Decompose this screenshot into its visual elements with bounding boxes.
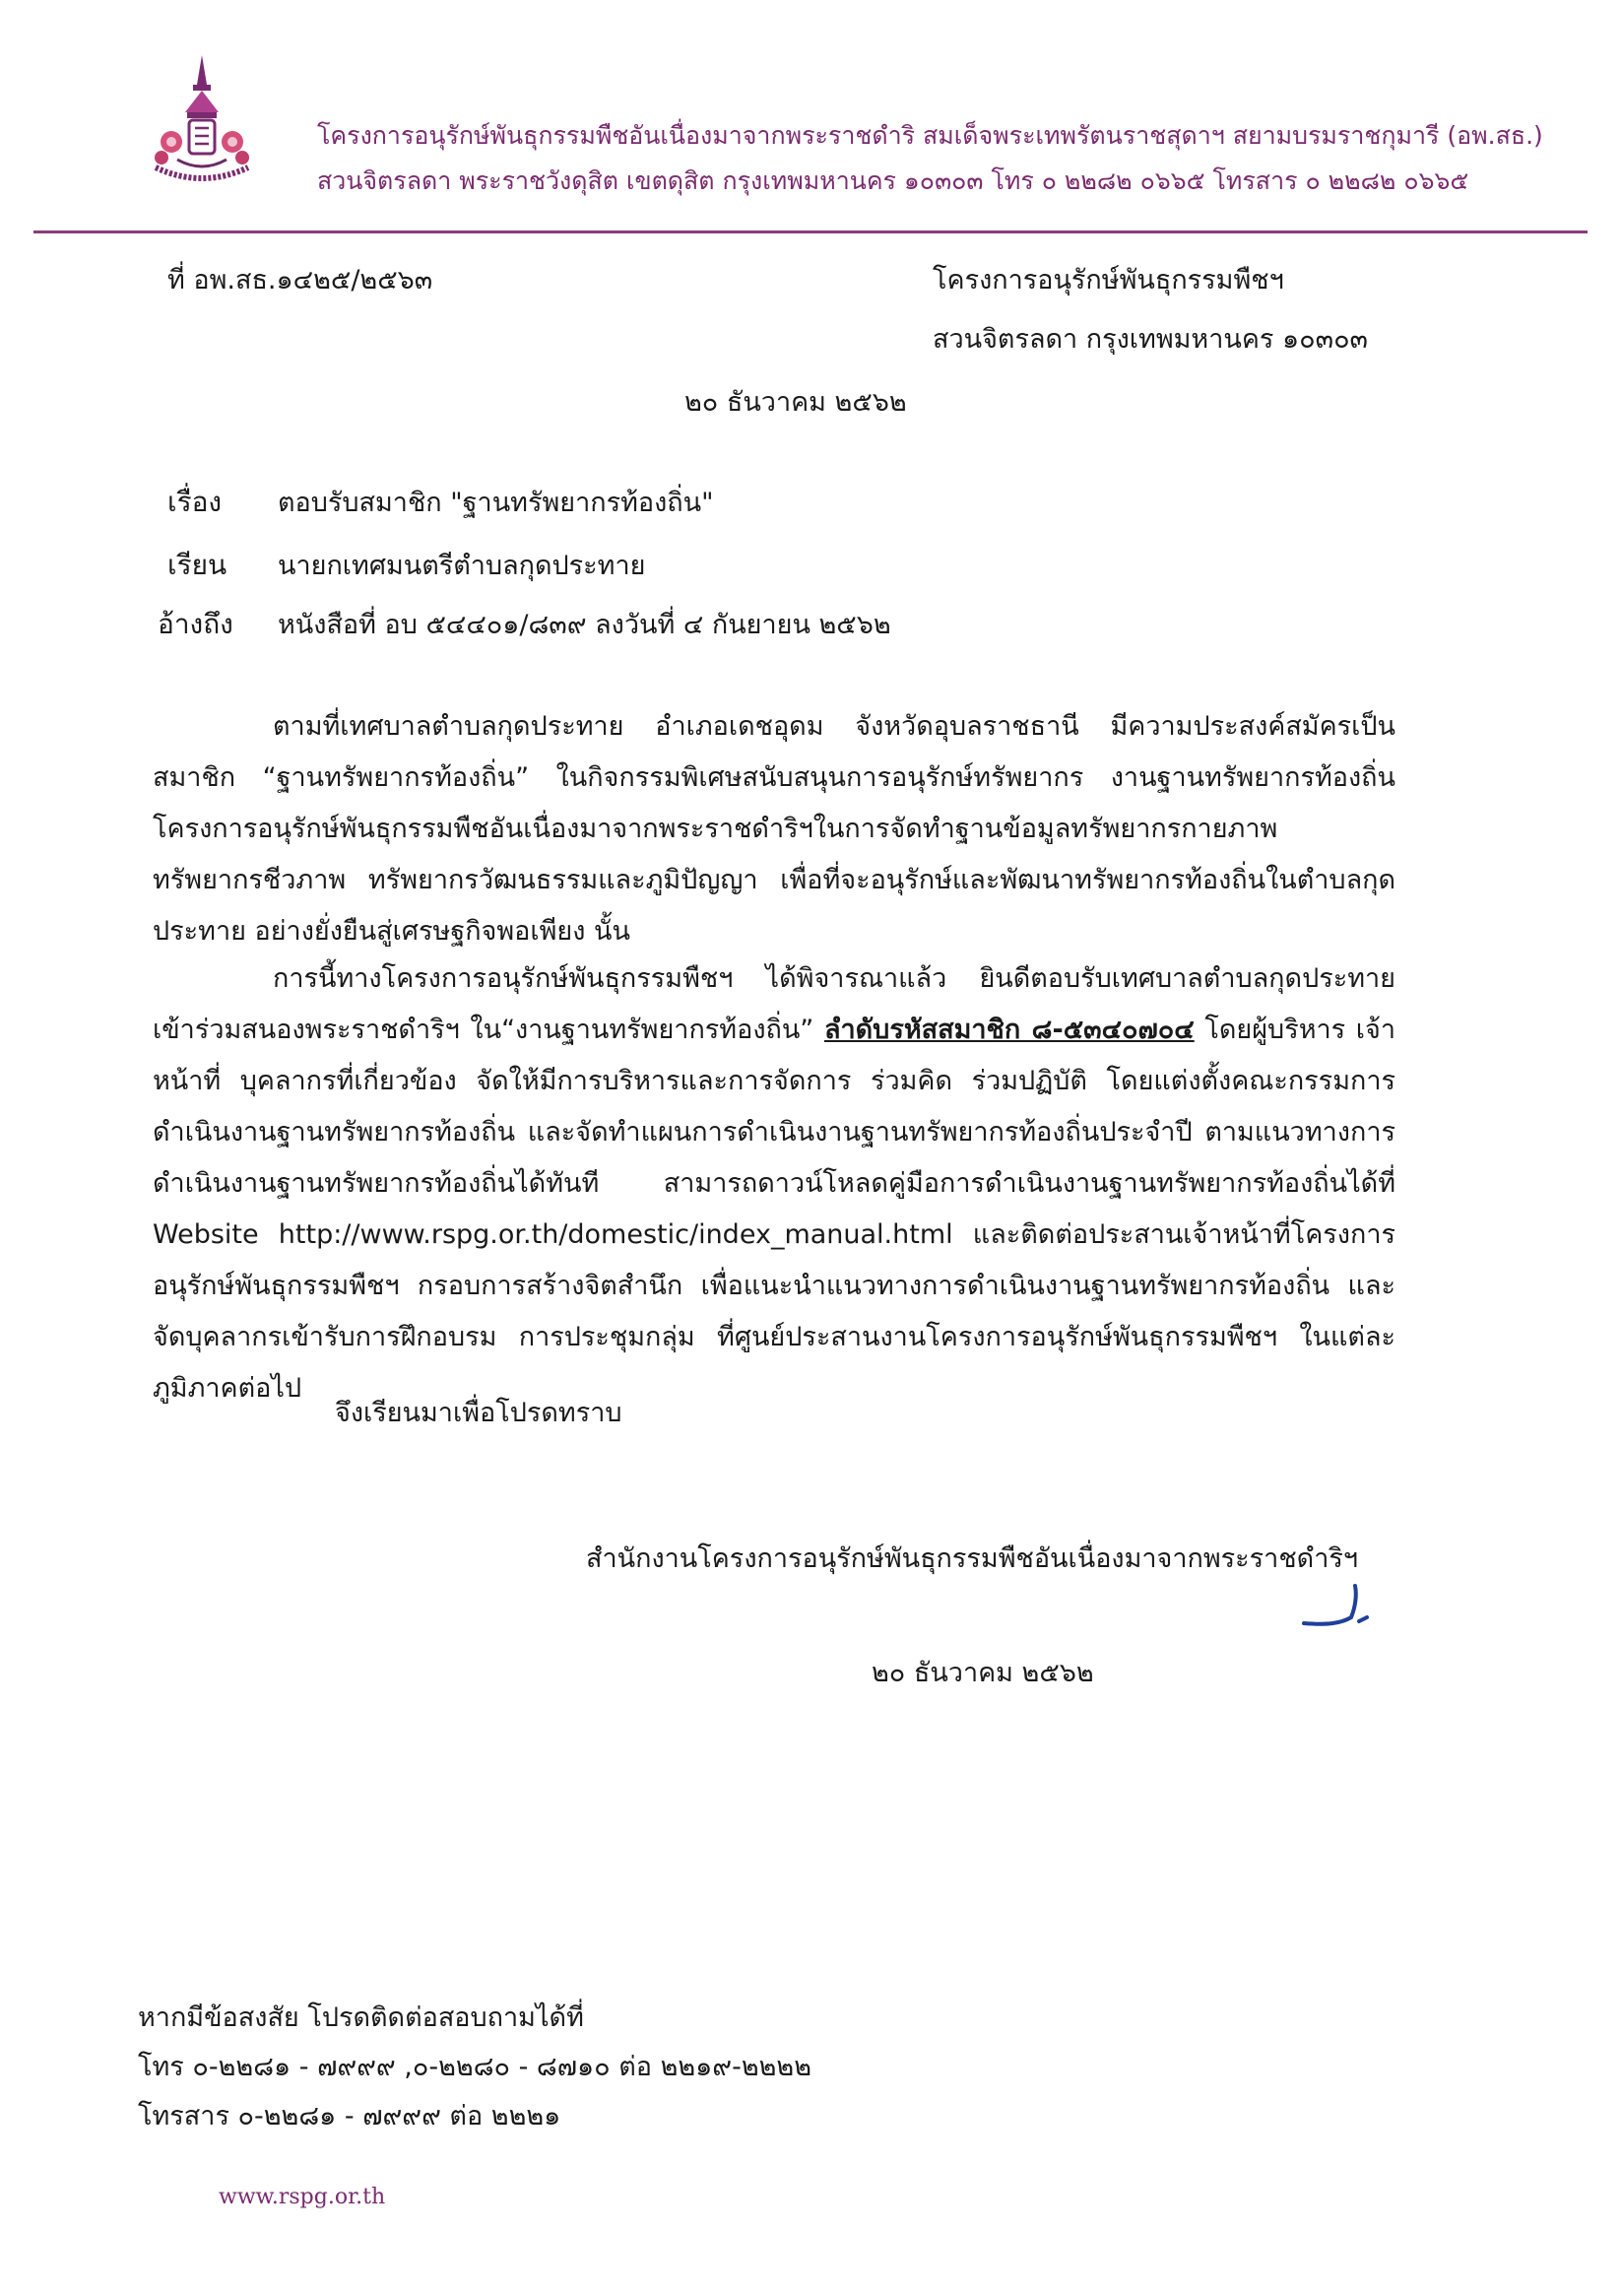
signature	[1298, 1578, 1387, 1637]
header-divider	[33, 230, 1588, 233]
recipient-value: นายกเทศมนตรีตำบลกุดประทาย	[278, 551, 646, 581]
footer-website-link[interactable]: www.rspg.or.th	[219, 2185, 386, 2209]
signatory-office: สำนักงานโครงการอนุรักษ์พันธุกรรมพืชอันเนื่องมาจากพระราชดำริฯ	[586, 1543, 1359, 1574]
contact-phone: โทร ๐-๒๒๘๑ - ๗๙๙๙ ,๐-๒๒๘๐ - ๘๗๑๐ ต่อ ๒๒๑๙-๒๒๒๒	[138, 2052, 812, 2082]
paragraph-2-part1: การนี้ทางโครงการอนุรักษ์พันธุกรรมพืชฯ ได้พิจารณาแล้ว ยินดีตอบรับเทศบาลตำบลกุดประทาย เข้าร่วมสนองพระราชดำริฯ ใน“งานฐานทรัพยากรท้องถิ่น”	[153, 963, 1395, 1045]
sender-address-line1: โครงการอนุรักษ์พันธุกรรมพืชฯ	[933, 265, 1284, 295]
letterhead-address: สวนจิตรลดา พระราชวังดุสิต เขตดุสิต กรุงเทพมหานคร ๑๐๓๐๓ โทร ๐ ๒๒๘๒ ๐๖๖๕ โทรสาร ๐ ๒๒๘๒ ๐๖๖๕	[317, 166, 1469, 195]
reference-number: ที่ อพ.สธ.๑๔๒๕/๒๕๖๓	[167, 265, 433, 295]
paragraph-2-part2: โดยผู้บริหาร เจ้าหน้าที่ บุคลากรที่เกี่ยวข้อง จัดให้มีการบริหารและการจัดการ ร่วมคิด ร่วมปฏิบัติ โดยแต่งตั้งคณะกรรมการดำเนินงานฐานทรัพยากรท้องถิ่น และจัดทำแผนการดำเนินงานฐานทรัพยากรท้องถิ่นประจำปี ตามแนวทางการดำเนินงานฐานทรัพยากรท้องถิ่นได้ทันที สามารถดาวน์โหลดคู่มือการดำเนินงานฐานทรัพยากรท้องถิ่นได้ที่ Website http://www.rspg.or.th/domestic/index_manual.html และติดต่อประสานเจ้าหน้าที่โครงการอนุรักษ์พันธุกรรมพืชฯ กรอบการสร้างจิตสำนึก เพื่อแนะนำแนวทางการดำเนินงานฐานทรัพยากรท้องถิ่น และจัดบุคลากรเข้ารับการฝึกอบรม การประชุมกลุ่ม ที่ศูนย์ประสานงานโครงการอนุรักษ์พันธุกรรมพืชฯ ในแต่ละภูมิภาคต่อไป	[153, 1015, 1396, 1404]
letterhead-title: โครงการอนุรักษ์พันธุกรรมพืชอันเนื่องมาจากพระราชดำริ สมเด็จพระเทพรัตนราชสุดาฯ สยามบรมราชกุมารี (อพ.สธ.)	[317, 121, 1543, 150]
contact-fax: โทรสาร ๐-๒๒๘๑ - ๗๙๙๙ ต่อ ๒๒๒๑	[138, 2101, 561, 2132]
subject-value: ตอบรับสมาชิก "ฐานทรัพยากรท้องถิ่น"	[278, 488, 714, 518]
letter-date: ๒๐ ธันวาคม ๒๕๖๒	[684, 387, 907, 418]
reference-label: อ้างถึง	[158, 608, 233, 640]
body-paragraph-2	[153, 953, 1395, 1414]
reference-value: หนังสือที่ อบ ๕๔๔๐๑/๘๓๙ ลงวันที่ ๔ กันยายน ๒๕๖๒	[278, 610, 891, 640]
body-paragraph-1	[153, 701, 1395, 957]
closing-line: จึงเรียนมาเพื่อโปรดทราบ	[335, 1398, 622, 1428]
signature-date: ๒๐ ธันวาคม ๒๕๖๒	[872, 1658, 1094, 1688]
recipient-label: เรียน	[167, 549, 227, 581]
subject-label: เรื่อง	[167, 486, 223, 518]
paragraph-1-text: ตามที่เทศบาลตำบลกุดประทาย อำเภอเดชอุดม จังหวัดอุบลราชธานี มีความประสงค์สมัครเป็นสมาชิก “ฐานทรัพยากรท้องถิ่น” ในกิจกรรมพิเศษสนับสนุนการอนุรักษ์ทรัพยากร งานฐานทรัพยากรท้องถิ่น โครงการอนุรักษ์พันธุกรรมพืชอันเนื่องมาจากพระราชดำริฯในการจัดทำฐานข้อมูลทรัพยากรกายภาพ ทรัพยากรชีวภาพ ทรัพยากรวัฒนธรรมและภูมิปัญญา เพื่อที่จะอนุรักษ์และพัฒนาทรัพยากรท้องถิ่นในตำบลกุดประทาย อย่างยั่งยืนสู่เศรษฐกิจพอเพียง นั้น	[153, 711, 1395, 947]
rspg-logo	[148, 51, 256, 189]
sender-address-line2: สวนจิตรลดา กรุงเทพมหานคร ๑๐๓๐๓	[933, 324, 1369, 355]
member-code: ลำดับรหัสสมาชิก ๘-๕๓๔๐๗๐๔	[823, 1015, 1195, 1045]
contact-intro: หากมีข้อสงสัย โปรดติดต่อสอบถามได้ที่	[138, 2002, 584, 2033]
